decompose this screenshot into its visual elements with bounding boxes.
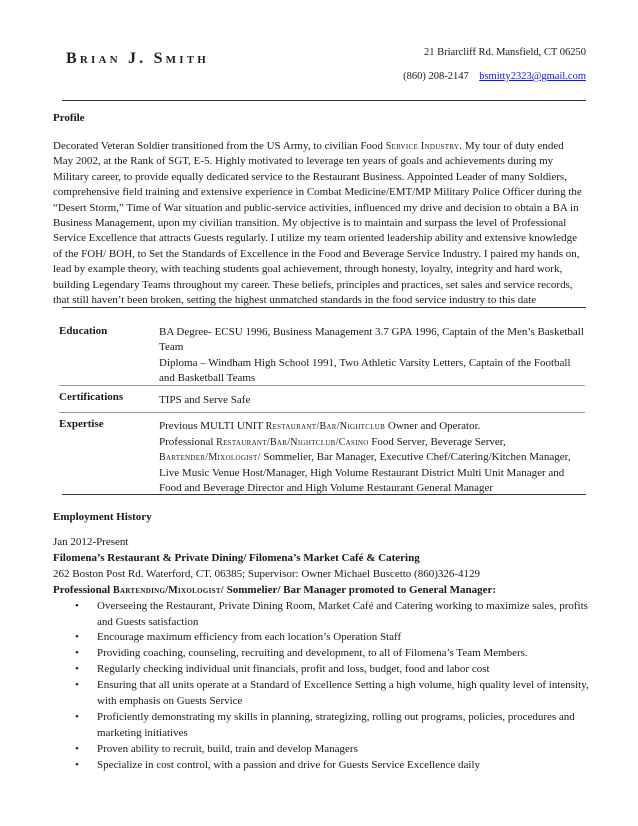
- education-item-2: Diploma – Windham High School 1991, Two Athletic Varsity Letters, Captain of the Football and Basketball Teams: [159, 357, 571, 385]
- expertise-venues: Restaurant/Bar/Nightclub: [265, 421, 386, 432]
- expertise-item-1: [159, 419, 584, 434]
- job-title: [53, 583, 593, 599]
- employer-address: 262 Boston Post Rd. Waterford, CT. 06385; Supervisor: Owner Michael Buscetto (860)326-4129: [53, 567, 481, 580]
- list-item: • Encourage maximum efficiency from each location’s Operation Staff: [75, 631, 402, 644]
- list-item-text: Proficiently demonstrating my skills in planning, strategizing, rolling out programs, policies, procedures and marketing initiatives: [97, 710, 575, 739]
- employment-entry: [53, 535, 593, 774]
- list-item-text: Providing coaching, counseling, recruiting and development, to all of Filomena’s Team Members.: [97, 647, 528, 660]
- expertise-text: Owner and Operator.: [385, 420, 481, 432]
- expertise-text: Professional: [159, 436, 217, 448]
- expertise-venues: Restaurant/Bar/Nightclub/Casino: [216, 437, 369, 448]
- list-item-text: Proven ability to recruit, build, train and develop Managers: [97, 742, 358, 755]
- employment-dates: Jan 2012-Present: [53, 536, 129, 548]
- list-item: • Specialize in cost control, with a passion and drive for Guests Service Excellence daily: [75, 758, 481, 771]
- profile-divider: [62, 307, 586, 308]
- expertise-item-2: [159, 435, 584, 497]
- expertise-text: Previous MULTI UNIT: [159, 420, 266, 432]
- expertise-text: Food Server, Beverage Server,: [368, 436, 506, 448]
- education-label: Education: [59, 325, 108, 337]
- header-divider: [62, 100, 586, 101]
- list-item-text: Specialize in cost control, with a passion and drive for Guests Service Excellence daily: [97, 758, 481, 771]
- job-title-text: Professional: [53, 583, 113, 596]
- contact-line: [403, 67, 586, 86]
- certifications-label: Certifications: [59, 391, 124, 403]
- education-item-1: BA Degree- ECSU 1996, Business Management 3.7 GPA 1996, Captain of the Men’s Basketball Team: [159, 326, 584, 354]
- list-item: • Proven ability to recruit, build, train and develop Managers: [75, 742, 358, 755]
- list-item-text: Encourage maximum efficiency from each location’s Operation Staff: [97, 631, 402, 644]
- table-divider: [59, 412, 585, 413]
- expertise-roles: Bartender/Mixologist/: [159, 452, 261, 464]
- list-item-text: Regularly checking individual unit financials, profit and loss, budget, food and labor cost: [97, 663, 490, 676]
- expertise-label: Expertise: [59, 418, 104, 430]
- list-item: • Regularly checking individual unit financials, profit and loss, budget, food and labor cost: [75, 663, 490, 676]
- list-item-text: Ensuring that all units operate at a Standard of Excellence Setting a high volume, high quality level of intensity, with emphasis on Guests Service: [97, 679, 589, 708]
- table-bottom-divider: [62, 494, 586, 495]
- job-title-roles: Bartending/Mixologist/: [113, 584, 224, 596]
- profile-text: [53, 139, 585, 308]
- list-item: • Providing coaching, counseling, recruiting and development, to all of Filomena’s Team Members.: [75, 647, 528, 660]
- contact-phone: (860) 208-2147: [403, 71, 469, 82]
- email-link[interactable]: bsmitty2323@gmail.com: [479, 71, 586, 82]
- profile-text-part: My tour of duty ended May 2002, at the Rank of SGT, E-5. Highly motivated to leverage ten years of goals and achievements during my Military career, to provide equally dedicated service to the Restaurant Business. Appointed Leader of many Soldiers, comprehensive field training and extensive experience in Combat Medicine/EMT/MP Military Police Officer during the “Desert Storm,” Time of War situation and public-service activities, influenced my drive and decision to obtain a BA in Business Management, upon my civilian transition. My objective is to maintain and surpass the level of Professional Service Excellence that attracts Guests regularly. I utilize my team oriented leadership ability and extensive knowledge of the FOH/ BOH, to Set the Standards of Excellence in the Food and Beverage Service Industry. I paired my hands on, lead by example theory, with teaching students goal achievement, through honesty, loyalty, integrity and hard work, building Legendary Teams throughout my career. These beliefs, principles and practices, set sales and service records, that still haven’t been broken, setting the highest unmatched standards in the food service industry to this date: [53, 140, 582, 307]
- applicant-name: Brian J. Smith: [66, 50, 210, 67]
- profile-text-industry: Service Industry.: [385, 141, 463, 152]
- profile-heading: Profile: [53, 112, 85, 124]
- employer-name: Filomena’s Restaurant & Private Dining/ Filomena’s Market Café & Catering: [53, 551, 420, 564]
- list-item: • Overseeing the Restaurant, Private Dining Room, Market Café and Catering working to maximize sales, profits and Guests satisfaction: [75, 599, 588, 628]
- profile-text-part: Decorated Veteran Soldier transitioned from the US Army, to civilian Food: [53, 140, 386, 152]
- contact-address: 21 Briarcliff Rd. Mansfield, CT 06250: [423, 47, 586, 58]
- employment-heading: Employment History: [53, 511, 152, 523]
- list-item: • Ensuring that all units operate at a Standard of Excellence Setting a high volume, high quality level of intensity, with emphasis on Guests Service: [75, 679, 589, 708]
- expertise-text: Sommelier, Bar Manager, Executive Chef/Catering/Kitchen Manager, Live Music Venue Host/Manager, High Volume Restaurant District Multi Unit Manager and Food and Beverage Director and High Volume Restaurant General Manager: [159, 451, 571, 495]
- list-item-text: Overseeing the Restaurant, Private Dining Room, Market Café and Catering working to maximize sales, profits and Guests satisfaction: [97, 599, 588, 628]
- table-divider: [59, 385, 585, 386]
- job-title-text: Sommelier/ Bar Manager promoted to General Manager:: [223, 583, 497, 596]
- responsibilities-list: [53, 599, 602, 774]
- certifications-value: TIPS and Serve Safe: [159, 394, 251, 406]
- list-item: • Proficiently demonstrating my skills in planning, strategizing, rolling out programs, policies, procedures and marketing initiatives: [75, 710, 575, 739]
